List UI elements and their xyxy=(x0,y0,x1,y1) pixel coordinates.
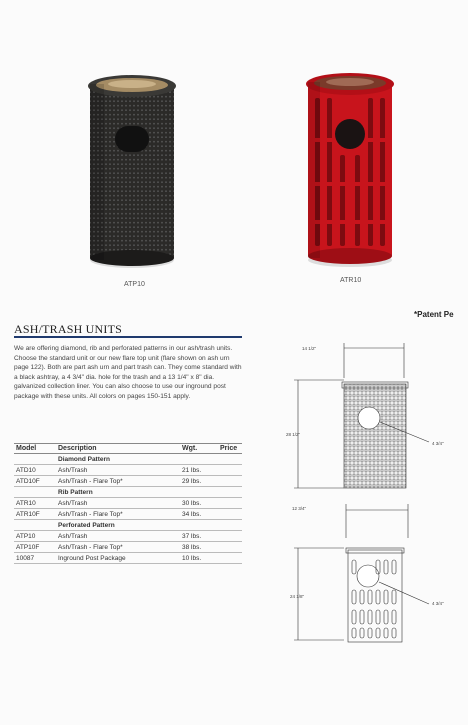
cell-description: Ash/Trash - Flare Top* xyxy=(56,476,180,487)
cell-weight: 30 lbs. xyxy=(180,498,218,509)
header-price: Price xyxy=(218,444,242,454)
cell-price xyxy=(218,476,242,487)
dim-top-hole: 4 3/4" xyxy=(432,441,444,446)
cell-price xyxy=(218,465,242,476)
table-header-row xyxy=(14,444,242,454)
table-row xyxy=(14,476,242,487)
table-row xyxy=(14,542,242,553)
table-group-row xyxy=(14,520,242,531)
red-rib-unit-photo xyxy=(302,70,398,270)
cell-model: ATD10 xyxy=(14,465,56,476)
table-group-row xyxy=(14,487,242,498)
cell-description: Ash/Trash - Flare Top* xyxy=(56,509,180,520)
table-row xyxy=(14,498,242,509)
group-spacer xyxy=(14,520,56,531)
table-group-row xyxy=(14,454,242,465)
dim-bottom-hole: 4 3/4" xyxy=(432,601,444,606)
cell-description: Ash/Trash xyxy=(56,531,180,542)
cell-model: ATP10F xyxy=(14,542,56,553)
cell-price xyxy=(218,531,242,542)
heading-rule xyxy=(14,336,242,338)
cell-price xyxy=(218,542,242,553)
patent-note: *Patent Pe xyxy=(414,310,454,319)
dim-bottom-height: 24 1/8" xyxy=(290,594,305,599)
dim-bottom-width: 12 3/4" xyxy=(292,506,307,511)
cell-model: 10087 xyxy=(14,553,56,564)
cell-description: Ash/Trash xyxy=(56,498,180,509)
dim-top-width: 14 1/2" xyxy=(302,346,317,351)
table-row xyxy=(14,465,242,476)
section-heading: ASH/TRASH UNITS xyxy=(14,322,123,336)
spec-table xyxy=(14,443,242,564)
cell-model: ATR10 xyxy=(14,498,56,509)
cell-description: Ash/Trash - Flare Top* xyxy=(56,542,180,553)
black-perforated-unit-photo xyxy=(84,72,180,272)
left-product-caption: ATP10 xyxy=(124,281,145,288)
cell-weight: 38 lbs. xyxy=(180,542,218,553)
dim-top-height: 28 1/2" xyxy=(286,432,301,437)
dimension-drawings xyxy=(284,338,464,660)
cell-description: Ash/Trash xyxy=(56,465,180,476)
cell-model: ATD10F xyxy=(14,476,56,487)
cell-weight: 37 lbs. xyxy=(180,531,218,542)
table-row xyxy=(14,531,242,542)
group-spacer xyxy=(14,454,56,465)
group-label: Perforated Pattern xyxy=(56,520,242,531)
cell-weight: 21 lbs. xyxy=(180,465,218,476)
section-body: We are offering diamond, rib and perforated patterns in our ash/trash units. Choose the standard unit or our new flare top unit (flare shown on ash urn page 122). Both are part ash urn and part trash can. They come standard with a black ashtray, a 4 3/4" dia. hole for the trash and a 13 1/4" x 8" dia. galvanized collection liner. You can also choose to use our inground post package with these units. All colors on pages 150-151 apply. xyxy=(14,345,242,400)
header-description: Description xyxy=(56,444,180,454)
group-label: Diamond Pattern xyxy=(56,454,242,465)
table-row xyxy=(14,509,242,520)
header-model: Model xyxy=(14,444,56,454)
cell-model: ATR10F xyxy=(14,509,56,520)
cell-description: Inground Post Package xyxy=(56,553,180,564)
group-spacer xyxy=(14,487,56,498)
cell-price xyxy=(218,498,242,509)
cell-model: ATP10 xyxy=(14,531,56,542)
group-label: Rib Pattern xyxy=(56,487,242,498)
cell-weight: 10 lbs. xyxy=(180,553,218,564)
cell-price xyxy=(218,553,242,564)
cell-weight: 29 lbs. xyxy=(180,476,218,487)
table-row xyxy=(14,553,242,564)
cell-price xyxy=(218,509,242,520)
header-weight: Wgt. xyxy=(180,444,218,454)
right-product-caption: ATR10 xyxy=(340,277,362,284)
cell-weight: 34 lbs. xyxy=(180,509,218,520)
